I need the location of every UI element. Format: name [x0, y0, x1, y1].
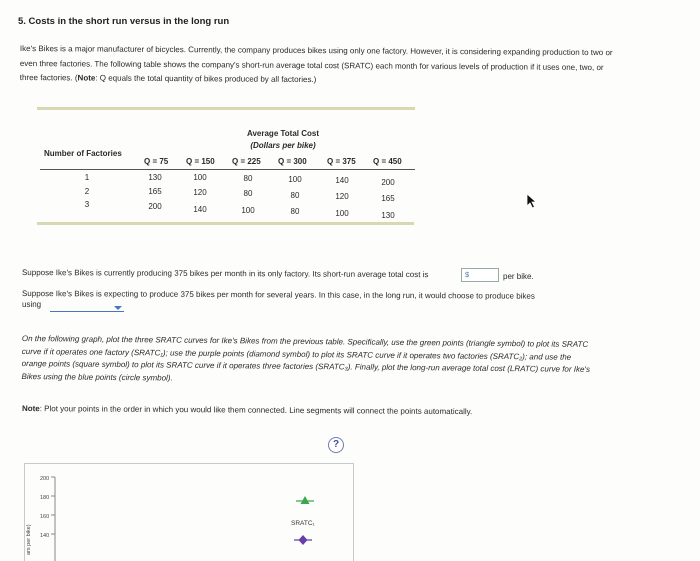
y-axis-label: ars per bike): [26, 524, 32, 555]
sratc-graph[interactable]: [0, 463, 380, 561]
diamond-icon[interactable]: [299, 535, 308, 545]
table-cell: 80: [243, 174, 253, 183]
table-cell: 80: [290, 191, 300, 200]
table-cell: 165: [148, 187, 162, 196]
graph-note-text: : Plot your points in the order in which you would like them connected. Line segments will connect the points automatically.: [39, 404, 473, 417]
table-cell-factories: 1: [84, 173, 90, 182]
long-run-question: Suppose Ike's Bikes is expecting to produce 375 bikes per month for several years. In this case, in the long run, it would choose to produce bikes: [21, 289, 535, 301]
table-group-title: Average Total Cost: [246, 129, 319, 138]
table-cell: 120: [335, 192, 349, 201]
table-bottom-rule: [37, 222, 414, 225]
table-col-q: Q = 375: [327, 157, 356, 166]
table-cell: 130: [381, 211, 395, 220]
table-col-q: Q = 300: [278, 157, 307, 166]
y-tick-label: 200: [40, 476, 50, 482]
table-col-q: Q = 75: [144, 157, 169, 166]
using-label: using: [22, 300, 42, 309]
per-bike-label: per bike.: [503, 272, 534, 281]
table-cell: 100: [335, 209, 349, 218]
intro-note-label: Note: [77, 73, 96, 83]
sratc-answer-input[interactable]: $: [461, 268, 499, 282]
y-tick-label: 140: [40, 533, 50, 539]
table-cell: 165: [381, 194, 395, 203]
triangle-icon[interactable]: [301, 496, 310, 504]
graph-note-label: Note: [21, 404, 40, 414]
table-cell: 130: [148, 173, 162, 182]
question-title: 5. Costs in the short run versus in the long run: [18, 16, 230, 27]
table-cell: 200: [381, 178, 395, 187]
help-button[interactable]: ?: [328, 437, 344, 453]
chevron-down-icon[interactable]: [114, 306, 122, 310]
table-group-header: [233, 128, 333, 152]
table-cell-factories: 3: [84, 200, 90, 209]
table-cell: 100: [241, 206, 255, 215]
table-cell: 100: [288, 175, 302, 184]
table-cell: 140: [193, 205, 207, 214]
legend-label-sratc1: SRATC₁: [291, 520, 315, 527]
factory-count-dropdown[interactable]: [50, 304, 124, 312]
table-col-q: Q = 225: [232, 157, 261, 166]
table-group-units: (Dollars per bike): [250, 141, 316, 150]
table-cell: 80: [243, 189, 253, 198]
mouse-cursor-icon: [526, 193, 538, 209]
y-tick-label: 180: [40, 495, 50, 501]
table-col-factories: Number of Factories: [44, 149, 122, 158]
table-col-q: Q = 450: [373, 157, 402, 166]
y-tick-label: 160: [40, 514, 50, 520]
table-cell: 80: [290, 207, 300, 216]
table-cell: 200: [148, 202, 162, 211]
intro-text-1: Ike's Bikes is a major manufacturer of bicycles. Currently, the company produces bikes using only one factory. However, it is considering expanding production to two or even three factories. The following table shows the company's short-run average total cost (SRATC) each month for various levels of production if it uses one, two, or three factories. (: [19, 43, 613, 83]
table-top-rule: [37, 107, 415, 110]
graph-note: [22, 404, 472, 416]
graph-instructions: On the following graph, plot the three SRATC curves for Ike's Bikes from the previous table. Specifically, use the green points (triangle symbol) to plot its SRATC curve if it operates one factory (SRATC₁); use the purple points (diamond symbol) to plot its SRATC curve if it operates two factories (SRATC₂); and use the orange points (square symbol) to plot its SRATC curve if it operates three factories (SRATC₃). Finally, plot the long-run average total cost (LRATC) curve for Ike's Bikes using the blue points (circle symbol).: [21, 333, 591, 383]
table-cell: 100: [193, 173, 207, 182]
sratc-question: Suppose Ike's Bikes is currently producing 375 bikes per month in its only factory. Its short-run average total cost is: [21, 268, 429, 280]
table-cell-factories: 2: [84, 187, 90, 196]
table-cell: 120: [193, 188, 207, 197]
table-cell: 140: [335, 176, 349, 185]
table-col-q: Q = 150: [186, 157, 215, 166]
intro-paragraph: [20, 42, 620, 90]
intro-text-2: : Q equals the total quantity of bikes produced by all factories.): [95, 73, 317, 85]
table-header-rule: [40, 169, 415, 170]
